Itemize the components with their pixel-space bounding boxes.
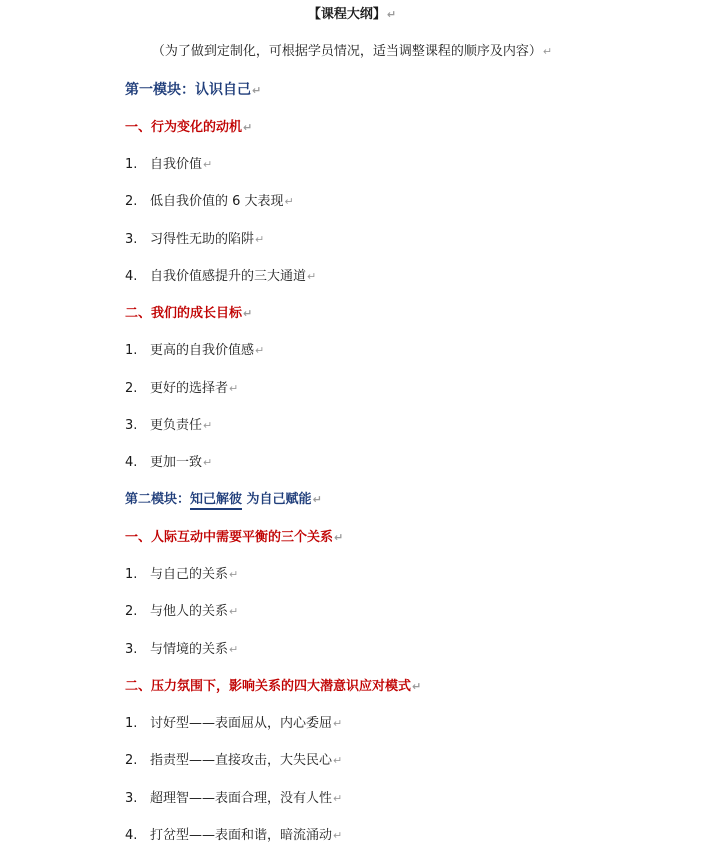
list-item: 4. 打岔型——表面和谐，暗流涌动↵: [125, 828, 343, 843]
module-1-title: 第一模块：认识自己↵: [125, 82, 262, 98]
list-item: 1. 讨好型——表面屈从，内心委屈↵: [125, 716, 343, 731]
list-item: 3. 超理智——表面合理，没有人性↵: [125, 791, 343, 806]
module-2-title: 第二模块：知己解彼 为自己赋能↵: [125, 491, 322, 509]
customization-note: （为了做到定制化，可根据学员情况，适当调整课程的顺序及内容）↵: [151, 44, 553, 59]
list-item: 3. 更负责任↵: [125, 418, 213, 433]
list-item: 2. 更好的选择者↵: [125, 381, 239, 396]
list-item: 4. 自我价值感提升的三大通道↵: [125, 269, 317, 284]
list-item: 3. 与情境的关系↵: [125, 642, 239, 657]
list-item: 1. 自我价值↵: [125, 157, 213, 172]
module-2-title-underlined: 知己解彼: [190, 492, 242, 510]
section-2-1-title: 一、人际互动中需要平衡的三个关系↵: [125, 530, 344, 545]
section-2-2-title: 二、压力氛围下，影响关系的四大潜意识应对模式↵: [125, 679, 422, 694]
list-item: 3. 习得性无助的陷阱↵: [125, 232, 265, 247]
list-item: 2. 低自我价值的 6 大表现↵: [125, 194, 294, 209]
section-1-1-title: 一、行为变化的动机↵: [125, 120, 253, 135]
list-item: 2. 与他人的关系↵: [125, 604, 239, 619]
list-item: 1. 更高的自我价值感↵: [125, 343, 265, 358]
list-item: 2. 指责型——直接攻击，大失民心↵: [125, 753, 343, 768]
list-item: 4. 更加一致↵: [125, 455, 213, 470]
list-item: 1. 与自己的关系↵: [125, 567, 239, 582]
section-1-2-title: 二、我们的成长目标↵: [125, 306, 253, 321]
document-title: 【课程大纲】↵: [307, 7, 397, 22]
